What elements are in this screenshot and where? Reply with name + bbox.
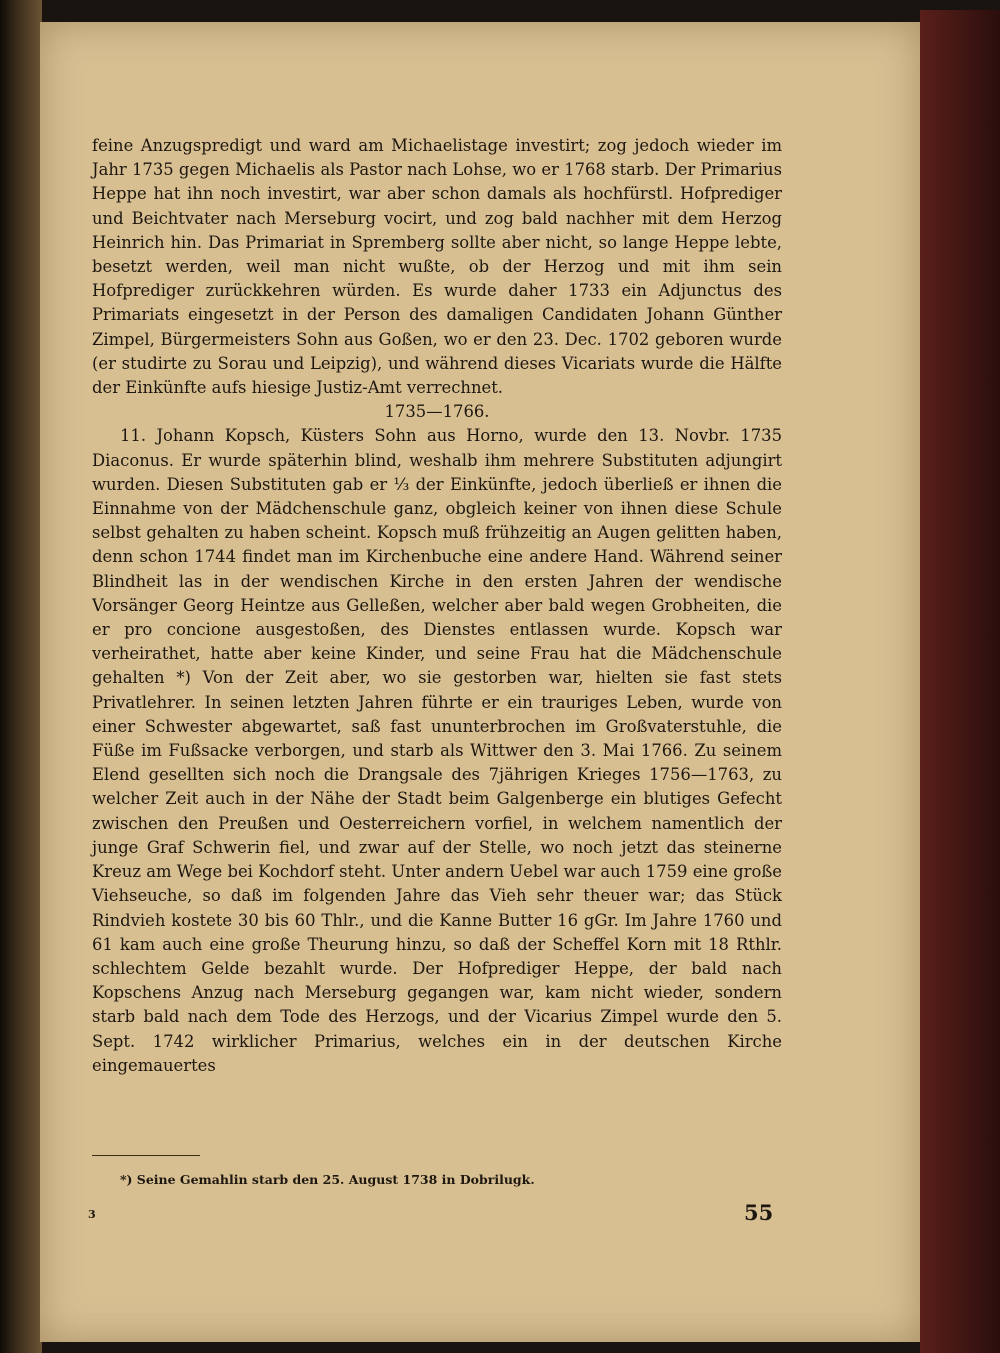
paragraph-1: feine Anzugspredigt und ward am Michaelistage investirt; zog jedoch wieder im Jahr 1735 gegen Michaelis als Pastor nach Lohse, wo er 1768 starb. Der Primarius Heppe hat ihn noch investirt, war aber schon damals als hochfürstl. Hofprediger und Beichtvater nach Merseburg vocirt, und zog bald nachher mit dem Herzog Heinrich hin. Das Primariat in Spremberg sollte aber nicht, so lange Heppe lebte, besetzt werden, weil man nicht wußte, ob der Herzog und mit ihm sein Hofprediger zurückkehren würden. Es wurde daher 1733 ein Adjunctus des Primariats eingesetzt in der Person des damaligen Candidaten Johann Günther Zimpel, Bürgermeisters Sohn aus Goßen, wo er den 23. Dec. 1702 geboren wurde (er studirte zu Sorau und Leipzig), und während dieses Vicariats wurde die Hälfte der Einkünfte aufs hiesige Justiz-Amt verrechnet. <box>92 136 782 398</box>
book-cover-edge <box>920 10 1000 1353</box>
book-gutter <box>0 0 42 1353</box>
footnote: *) Seine Gemahlin starb den 25. August 1738 in Dobrilugk. <box>120 1172 535 1187</box>
page-body <box>92 134 782 1078</box>
footnote-rule <box>92 1155 200 1156</box>
book-page <box>40 22 920 1342</box>
signature-mark: 3 <box>88 1208 96 1221</box>
section-heading: 1735—1766. <box>384 402 490 422</box>
page-number: 55 <box>744 1200 774 1225</box>
paragraph-2: 11. Johann Kopsch, Küsters Sohn aus Horno, wurde den 13. Novbr. 1735 Diaconus. Er wurde späterhin blind, weshalb ihm mehrere Substituten adjungirt wurden. Diesen Substituten gab er ⅓ der Einkünfte, jedoch überließ er ihnen die Einnahme von der Mädchenschule ganz, obgleich keiner von ihnen diese Schule selbst gehalten zu haben scheint. Kopsch muß frühzeitig an Augen gelitten haben, denn schon 1744 findet man im Kirchenbuche eine andere Hand. Während seiner Blindheit las in der wendischen Kirche in den ersten Jahren der wendische Vorsänger Georg Heintze aus Gelleßen, welcher aber bald wegen Grobheiten, die er pro concione ausgestoßen, des Dienstes entlassen wurde. Kopsch war verheirathet, hatte aber keine Kinder, und seine Frau hat die Mädchenschule gehalten *) Von der Zeit aber, wo sie gestorben war, hielten sie fast stets Privatlehrer. In seinen letzten Jahren führte er ein trauriges Leben, wurde von einer Schwester abgewartet, saß fast ununterbrochen im Großvaterstuhle, die Füße im Fußsacke verborgen, und starb als Wittwer den 3. Mai 1766. Zu seinem Elend gesellten sich noch die Drangsale des 7jährigen Krieges 1756—1763, zu welcher Zeit auch in der Nähe der Stadt beim Galgenberge ein blutiges Gefecht zwischen den Preußen und Oesterreichern vorfiel, in welchem namentlich der junge Graf Schwerin fiel, und zwar auf der Stelle, wo noch jetzt das steinerne Kreuz am Wege bei Kochdorf steht. Unter andern Uebel war auch 1759 eine große Viehseuche, so daß im folgenden Jahre das Vieh sehr theuer war; das Stück Rindvieh kostete 30 bis 60 Thlr., und die Kanne Butter 16 gGr. Im Jahre 1760 und 61 kam auch eine große Theurung hinzu, so daß der Scheffel Korn mit 18 Rthlr. schlechtem Gelde bezahlt wurde. Der Hofprediger Heppe, der bald nach Kopschens Anzug nach Merseburg gegangen war, kam nicht wieder, sondern starb bald nach dem Tode des Herzogs, und der Vicarius Zimpel wurde den 5. Sept. 1742 wirklicher Primarius, welches ein in der deutschen Kirche eingemauertes <box>92 426 782 1075</box>
